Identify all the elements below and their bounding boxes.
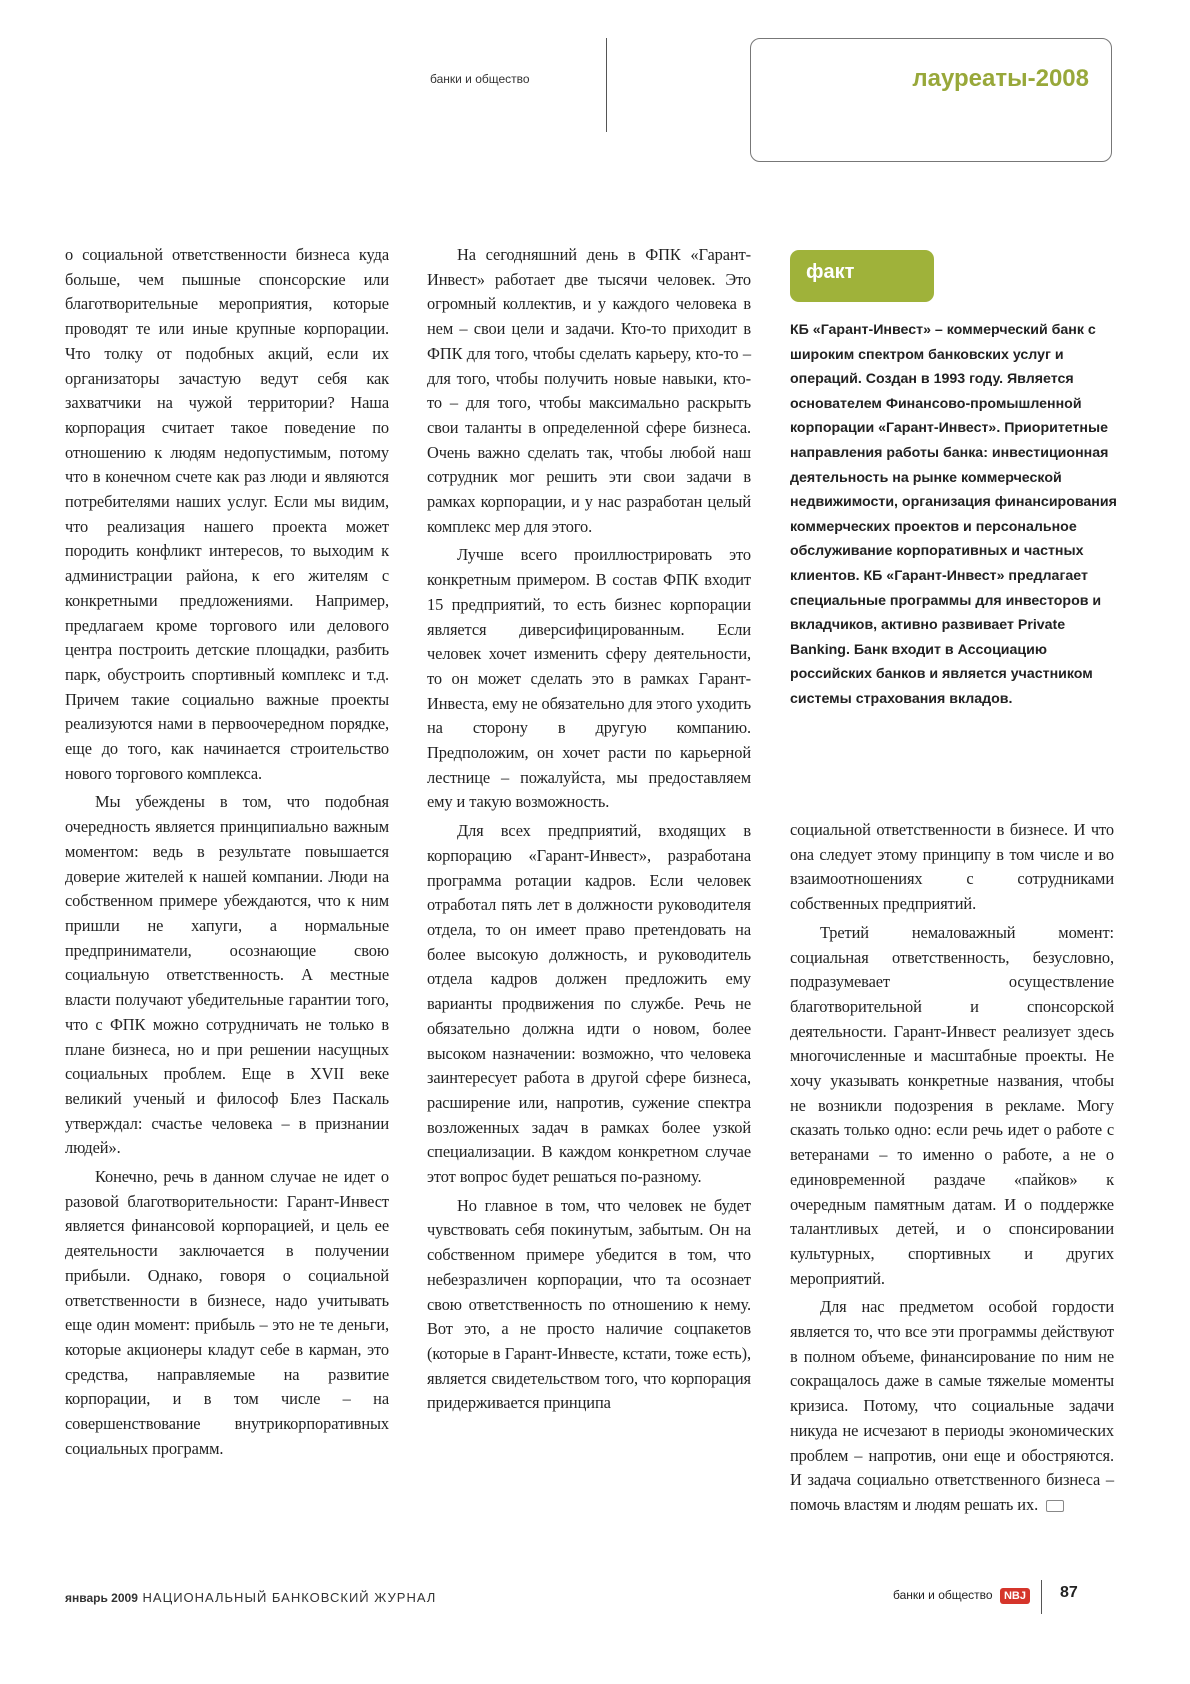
footer-publication bbox=[65, 1590, 436, 1605]
paragraph bbox=[790, 1295, 1114, 1517]
article-column-3 bbox=[790, 818, 1114, 1518]
paragraph: Для всех предприятий, входящих в корпорацию «Гарант-Инвест», разработана программа ротации кадров. Если человек отработал пять лет в должности руководителя отдела, то он имеет право претендовать на более высокую должность, и руководитель отдела кадров должен предложить ему варианты продвижения по службе. Речь не обязательно должна идти о новом, более высоком назначении: возможно, что человека заинтересует работа в другой сфере бизнеса, расширение или, напротив, сужение спектра возложенных задач в рамках более узкой специализации. В каждом конкретном случае этот вопрос будет решаться по-разному. bbox=[427, 821, 751, 1187]
paragraph: Конечно, речь в данном случае не идет о разовой благотворительности: Гарант-Инвест является финансовой корпорацией, и цель ее деятельности заключается в получении прибыли. Однако, говоря о социальной ответственности в бизнесе, надо учитывать еще один момент: прибыль – это не те деньги, которые акционеры кладут себе в карман, это средства, направляемые на развитие корпорации, и в том числе – на совершенствование внутрикорпоративных социальных программ. bbox=[65, 1167, 389, 1458]
paragraph: Третий немаловажный момент: социальная ответственность, безусловно, подразумевает осуществление благотворительной и спонсорской деятельности. Гарант-Инвест реализует здесь многочисленные и масштабные проекты. Не хочу указывать конкретные названия, чтобы не возникли подозрения в рекламе. Могу сказать только одно: если речь идет о работе с ветеранами – то именно о работе, а не о единовременной раздаче «пайков» к очередным памятным датам. И о поддержке талантливых детей, и о спонсировании культурных, спортивных и других мероприятий. bbox=[790, 922, 1114, 1288]
paragraph: социальной ответственности в бизнесе. И что она следует этому принципу в том числе и во взаимоотношениях с сотрудниками собственных предприятий. bbox=[790, 820, 1114, 914]
header-divider bbox=[606, 38, 607, 132]
paragraph: Но главное в том, что человек не будет чувствовать себя покинутым, забытым. Он на собственном примере убедится в том, что небезразличен корпорации, что та осознает свою ответственность по отношению к нему. Вот это, а не просто наличие соцпакетов (которые в Гарант-Инвесте, кстати, тоже есть), является свидетельством того, что корпорация придерживается принципа bbox=[427, 1195, 751, 1413]
nbj-logo-icon: NBJ bbox=[1000, 1588, 1030, 1604]
paragraph: На сегодняшний день в ФПК «Гарант-Инвест» работает две тысячи человек. Это огромный коллектив, и у каждого человека в нем – свои цели и задачи. Кто-то приходит в ФПК для того, чтобы сделать карьеру, кто-то – для того, чтобы получить новые навыки, кто-то – для того, чтобы максимально раскрыть свои таланты в определенной сфере бизнеса. Очень важно сделать так, чтобы любой наш сотрудник мог решить эти свои задачи в рамках корпорации, и у нас разработан целый комплекс мер для этого. bbox=[427, 245, 751, 536]
page-number: 87 bbox=[1060, 1584, 1078, 1601]
header-section-label: банки и общество bbox=[430, 72, 530, 86]
end-of-article-icon bbox=[1046, 1500, 1064, 1512]
paragraph-text: Для нас предметом особой гордости является то, что все эти программы действуют в полном объеме, финансирование по ним не сокращалось даже в самые тяжелые моменты кризиса. Потому, что социальные задачи никуда не исчезают в периоды экономических проблем – напротив, они еще и обостряются. И задача социально ответственного бизнеса – помочь властям и людям решать их. bbox=[790, 1297, 1114, 1514]
footer-date: январь 2009 bbox=[65, 1591, 138, 1605]
footer-section: банки и общество bbox=[893, 1588, 993, 1602]
rubric-box bbox=[750, 38, 1112, 162]
fact-badge-label: факт bbox=[806, 261, 855, 283]
article-column-2 bbox=[427, 243, 751, 1416]
paragraph: о социальной ответственности бизнеса куда больше, чем пышные спонсорские или благотворительные мероприятия, которые проводят те или иные крупные корпорации. Что толку от подобных акций, если их организаторы зачастую ведут себя как захватчики на чужой территории? Наша корпорация считает такое поведение по отношению к людям недопустимым, потому что в конечном счете как раз люди и являются потребителями наших услуг. Если мы видим, что реализация нашего проекта может породить конфликт интересов, то выходим к администрации района, к его жителям с конкретными предложениями. Например, предлагаем кроме торгового или делового центра построить детские площадки, разбить парк, обустроить спортивный комплекс и т.д. Причем такие социально важные проекты реализуются нами в первоочередном порядке, еще до того, как начинается строительство нового торгового комплекса. bbox=[65, 245, 389, 783]
paragraph: Лучше всего проиллюстрировать это конкретным примером. В состав ФПК входит 15 предприятий, то есть бизнес корпорации является диверсифицированным. Если человек хочет изменить сферу деятельности, то он может сделать это в рамках Гарант-Инвеста, ему не обязательно для этого уходить на сторону в другую компанию. Предположим, он хочет расти по карьерной лестнице – пожалуйста, мы предоставляем ему и такую возможность. bbox=[427, 545, 751, 812]
fact-sidebar-text: КБ «Гарант-Инвест» – коммерческий банк с широким спектром банковских услуг и операций. Создан в 1993 году. Является основателем Финансово-промышленной корпорации «Гарант-Инвест». Приоритетные направления работы банка: инвестиционная деятельность на рынке коммерческой недвижимости, организация финансирования коммерческих проектов и персональное обслуживание корпоративных и частных клиентов. КБ «Гарант-Инвест» предлагает специальные программы для инвесторов и вкладчиков, активно развивает Private Banking. Банк входит в Ассоциацию российских банков и является участником системы страхования вкладов. bbox=[790, 322, 1117, 707]
footer-journal-name: НАЦИОНАЛЬНЫЙ БАНКОВСКИЙ ЖУРНАЛ bbox=[142, 1590, 437, 1605]
article-column-1 bbox=[65, 243, 389, 1461]
paragraph: Мы убеждены в том, что подобная очередность является принципиально важным моментом: ведь в результате повышается доверие жителей к нашей компании. Люди на собственном примере убеждаются, что к ним пришли не хапуги, а нормальные предприниматели, осознающие свою социальную ответственность. А местные власти получают убедительные гарантии того, что с ФПК можно сотрудничать не только в плане бизнеса, но и при решении насущных социальных проблем. Еще в XVII веке великий ученый и философ Блез Паскаль утверждал: счастье человека – в признании людей». bbox=[65, 792, 389, 1158]
rubric-title: лауреаты-2008 bbox=[912, 65, 1089, 92]
footer-divider bbox=[1041, 1580, 1042, 1614]
fact-badge bbox=[790, 250, 934, 302]
